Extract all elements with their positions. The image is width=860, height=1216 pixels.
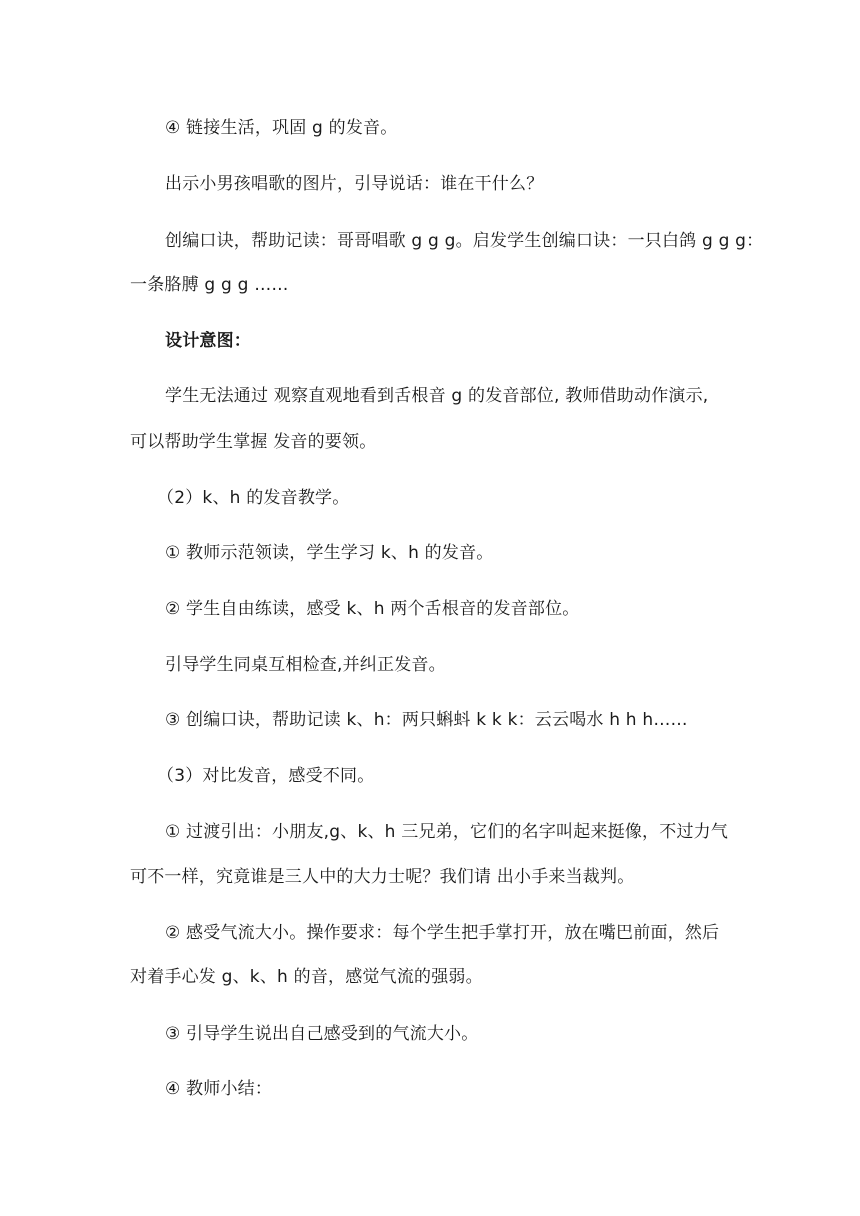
design-intent-line-1: 学生无法通过 观察直观地看到舌根音 g 的发音部位, 教师借助动作演示, [165,386,709,406]
step-3-mnemonic-kh: ③ 创编口诀，帮助记读 k、h：两只蝌蚪 k k k：云云喝水 h h h…… [165,710,688,730]
step-2-airflow-line-1: ② 感受气流大小。操作要求：每个学生把手掌打开，放在嘴巴前面，然后 [165,923,720,943]
design-intent-line-2: 可以帮助学生掌握 发音的要领。 [130,432,377,452]
step-1-transition-line-1: ① 过渡引出：小朋友,g、k、h 三兄弟，它们的名字叫起来挺像，不过力气 [165,822,729,842]
section-3-heading: （3）对比发音，感受不同。 [157,766,375,786]
step-3-describe-airflow: ③ 引导学生说出自己感受到的气流大小。 [165,1024,479,1044]
mnemonic-g-line-1: 创编口诀，帮助记读：哥哥唱歌 g g g。启发学生创编口诀：一只白鸽 g g g： [165,231,764,251]
step-4-teacher-summary: ④ 教师小结： [165,1079,273,1099]
mnemonic-g-line-2: 一条胳膊 g g g …… [130,275,289,295]
section-2-heading: （2）k、h 的发音教学。 [157,488,350,508]
step-1-transition-line-2: 可不一样，究竟谁是三人中的大力士呢？我们请 出小手来当裁判。 [130,867,635,887]
peer-check-instruction: 引导学生同桌互相检查,并纠正发音。 [165,655,446,675]
design-intent-heading: 设计意图： [165,331,251,351]
step-1-demo-reading: ① 教师示范领读，学生学习 k、h 的发音。 [165,543,494,563]
step-4-link-life: ④ 链接生活，巩固 g 的发音。 [165,118,398,138]
step-2-free-practice: ② 学生自由练读，感受 k、h 两个舌根音的发音部位。 [165,599,580,619]
step-2-airflow-line-2: 对着手心发 g、k、h 的音，感觉气流的强弱。 [130,967,483,987]
show-picture-instruction: 出示小男孩唱歌的图片，引导说话：谁在干什么？ [165,174,544,194]
